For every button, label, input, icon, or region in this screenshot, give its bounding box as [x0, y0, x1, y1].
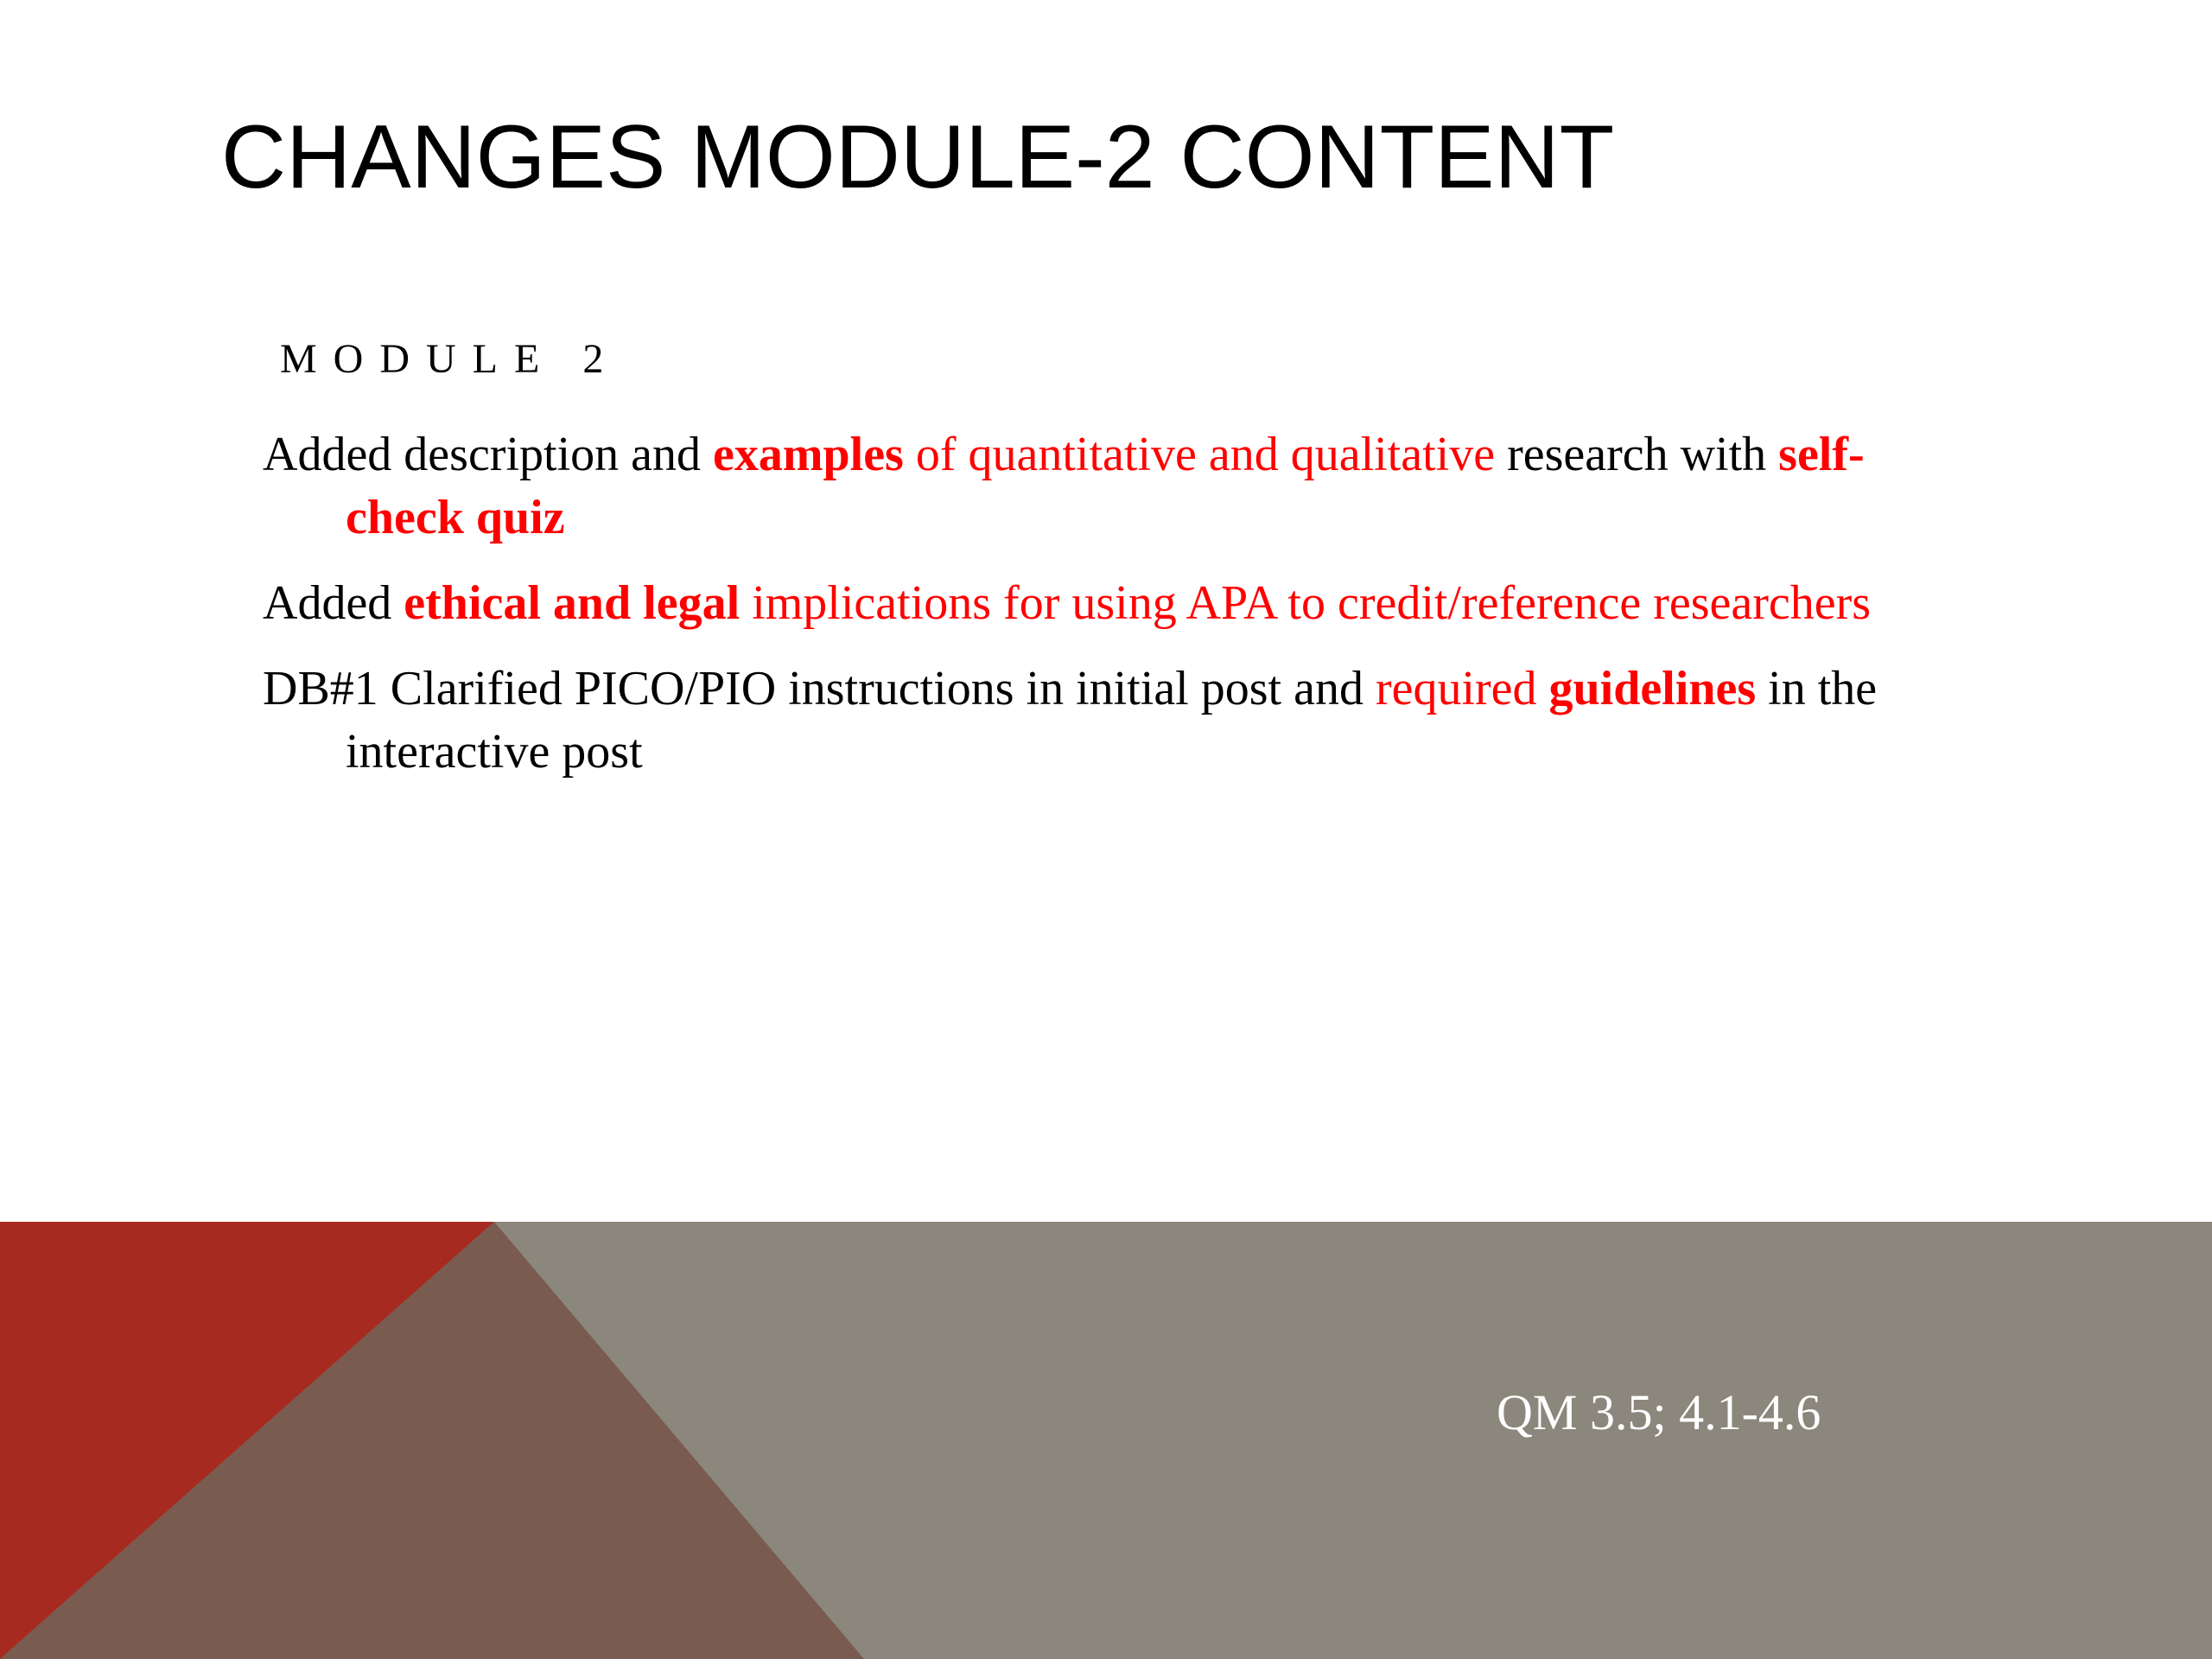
- bullet-run: ethical and legal: [404, 576, 741, 630]
- bullet-run: implications for using APA to credit/reference researchers: [740, 576, 1872, 630]
- footer-text: QM 3.5; 4.1-4.6: [1497, 1384, 1821, 1440]
- footer-band: [0, 1222, 2212, 1659]
- bullet-item: [263, 658, 1956, 784]
- bullet-run: research with: [1495, 428, 1779, 481]
- bullet-run: in the interactive post: [346, 662, 1878, 779]
- bullet-run: Added description and: [263, 428, 713, 481]
- bullet-item: [263, 572, 1956, 635]
- bullet-item: [263, 423, 1956, 550]
- slide-title: CHANGES MODULE-2 CONTENT: [221, 107, 1615, 207]
- bullet-run: Added: [263, 576, 404, 630]
- bullet-run: self-check quiz: [346, 428, 1865, 544]
- bullet-run: required: [1375, 662, 1549, 715]
- bullet-run: guidelines: [1548, 662, 1757, 715]
- bullet-run: of quantitative and qualitative: [903, 428, 1496, 481]
- bullet-run: examples: [712, 428, 904, 481]
- bullet-list: [263, 423, 1956, 806]
- slide-subtitle: MODULE 2: [280, 336, 620, 382]
- bullet-run: DB#1 Clarified PICO/PIO instructions in initial post and: [263, 662, 1376, 715]
